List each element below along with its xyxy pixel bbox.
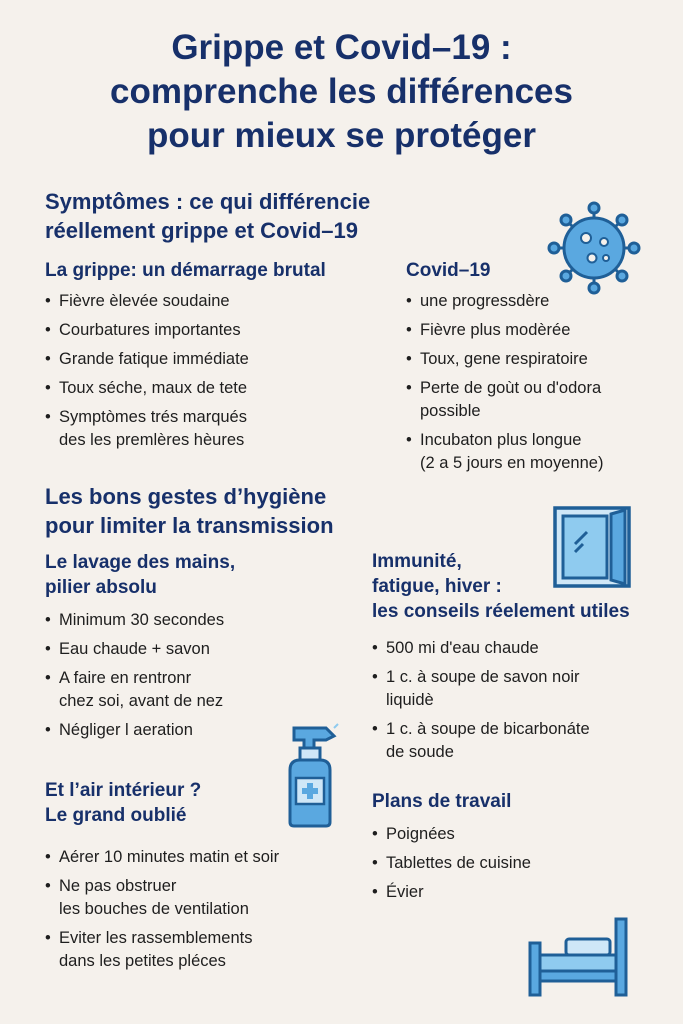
list-item: • Évier — [372, 881, 632, 904]
immunity-list — [372, 637, 672, 764]
heading-line: pour limiter la transmission — [45, 513, 334, 538]
title-line: pour mieux se protéger — [147, 116, 536, 155]
list-item: • Toux séche, maux de tete — [45, 377, 365, 400]
symptoms-heading — [45, 187, 370, 245]
title-line: Grippe et Covid–19 : — [171, 28, 512, 67]
flu-symptom-list — [45, 290, 365, 452]
list-item: • Symptòmes trés marqués des les premlères hèures — [45, 406, 365, 452]
heading-line: Les bons gestes d’hygiène — [45, 484, 327, 509]
title-line: comprenche les différences — [110, 72, 573, 111]
air-list — [45, 846, 345, 973]
list-item: • Négliger l aeration — [45, 719, 325, 742]
list-item: • Fièvre plus modèrée — [406, 319, 676, 342]
heading-line: réellement grippe et Covid–19 — [45, 218, 358, 243]
list-item: • 1 c. à soupe de bicarbonáte de soude — [372, 718, 672, 764]
list-item: • Fièvre èlevée soudaine — [45, 290, 365, 313]
list-item: • Minimum 30 secondes — [45, 609, 325, 632]
list-item: • 500 mi d'eau chaude — [372, 637, 672, 660]
worktops-list — [372, 823, 632, 904]
worktops-title: Plans de travail — [372, 791, 512, 812]
handwash-title: Le lavage des mains, pilier absolu — [45, 552, 236, 598]
heading-line: Symptômes : ce qui différencie — [45, 189, 371, 214]
list-item: • Aérer 10 minutes matin et soir — [45, 846, 345, 869]
list-item: • Poignées — [372, 823, 632, 846]
list-item: • Incubaton plus longue (2 a 5 jours en moyenne) — [406, 429, 676, 475]
list-item: • A faire en rentronr chez soi, avant de nez — [45, 667, 325, 713]
list-item: • Grande fatique immédiate — [45, 348, 365, 371]
list-item: • Perte de goùt ou d'odora possible — [406, 377, 676, 423]
virus-icon — [546, 200, 642, 296]
hygiene-heading — [45, 482, 334, 540]
list-item: • Eau chaude + savon — [45, 638, 325, 661]
list-item: • Eviter les rassemblements dans les petites pléces — [45, 927, 345, 973]
air-title: Et l’air intérieur ? Le grand oublié — [45, 780, 202, 826]
list-item: • Toux, gene respiratoire — [406, 348, 676, 371]
list-item: • 1 c. à soupe de savon noir liquidè — [372, 666, 672, 712]
list-item: • une progressdère — [406, 290, 676, 313]
covid-title: Covid–19 — [406, 260, 491, 281]
immunity-title: Immunité, fatigue, hiver : les conseils réelement utiles — [372, 551, 630, 622]
spray-bottle-icon — [284, 722, 342, 830]
handwash-list — [45, 609, 325, 742]
covid-symptom-list — [406, 290, 676, 475]
bed-icon — [526, 915, 636, 997]
list-item: • Ne pas obstruer les bouches de ventilation — [45, 875, 345, 921]
list-item: • Courbatures importantes — [45, 319, 365, 342]
page-title — [0, 26, 683, 158]
list-item: • Tablettes de cuisine — [372, 852, 632, 875]
flu-title: La grippe: un démarrage brutal — [45, 260, 326, 281]
